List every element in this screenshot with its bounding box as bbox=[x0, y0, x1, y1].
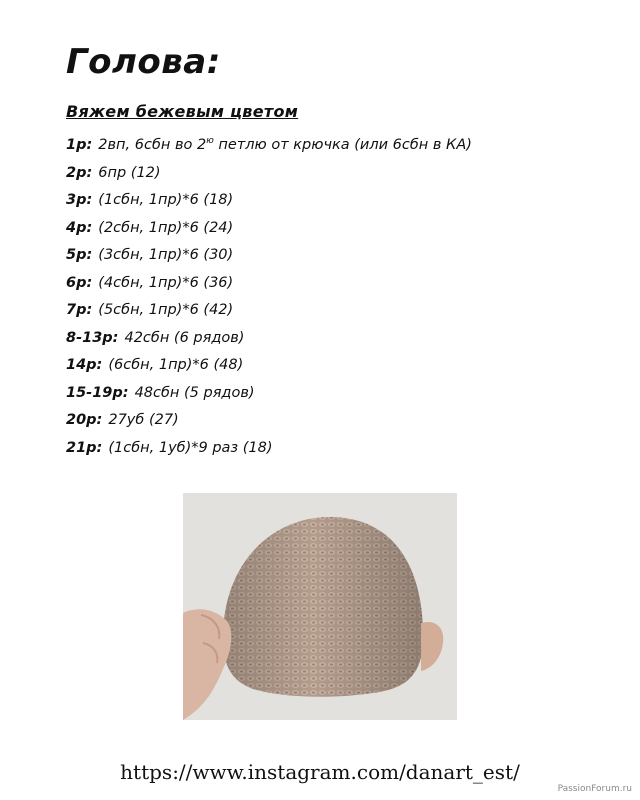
row-text-part: 2вп, 6сбн во 2 bbox=[98, 137, 207, 153]
row-label: 14р: bbox=[66, 357, 103, 373]
row-instruction bbox=[66, 435, 472, 463]
row-instruction bbox=[66, 380, 472, 408]
row-text: (2сбн, 1пр)*6 (24) bbox=[98, 219, 234, 236]
row-text: 48сбн (5 рядов) bbox=[134, 384, 255, 401]
row-text: (4сбн, 1пр)*6 (36) bbox=[98, 274, 234, 291]
row-text: 27уб (27) bbox=[108, 412, 179, 428]
instagram-link[interactable]: https://www.instagram.com/danart_est/ bbox=[120, 760, 520, 784]
color-instruction: Вяжем бежевым цветом bbox=[66, 102, 299, 121]
row-text: (1сбн, 1пр)*6 (18) bbox=[98, 192, 234, 208]
row-instruction bbox=[66, 187, 472, 215]
row-instruction bbox=[66, 215, 472, 243]
page-title: Голова: bbox=[66, 42, 221, 82]
crochet-head-illustration bbox=[183, 493, 457, 720]
superscript: ю bbox=[206, 136, 214, 147]
row-text: 42сбн (6 рядов) bbox=[124, 329, 245, 346]
row-instruction bbox=[66, 325, 472, 353]
row-instruction bbox=[66, 160, 472, 188]
row-instruction bbox=[66, 242, 472, 270]
row-label: 8-13р: bbox=[66, 329, 119, 346]
row-label: 6р: bbox=[66, 274, 93, 291]
row-text: (1сбн, 1уб)*9 раз (18) bbox=[108, 439, 273, 456]
row-label: 2р: bbox=[66, 164, 93, 181]
row-instructions bbox=[66, 132, 472, 462]
row-text: (6сбн, 1пр)*6 (48) bbox=[108, 357, 244, 373]
row-instruction bbox=[66, 297, 472, 325]
row-label: 5р: bbox=[66, 247, 93, 263]
row-label: 20р: bbox=[66, 412, 103, 428]
row-text: 6пр (12) bbox=[98, 164, 161, 181]
row-text: (5сбн, 1пр)*6 (42) bbox=[98, 302, 234, 318]
row-label: 3р: bbox=[66, 192, 93, 208]
row-text bbox=[98, 137, 472, 153]
crochet-head-photo bbox=[183, 493, 457, 720]
row-text: (3сбн, 1пр)*6 (30) bbox=[98, 247, 234, 263]
row-label: 15-19р: bbox=[66, 384, 129, 401]
row-instruction bbox=[66, 132, 472, 160]
site-watermark: PassionForum.ru bbox=[557, 784, 632, 794]
row-label: 1р: bbox=[66, 137, 93, 153]
row-instruction bbox=[66, 352, 472, 380]
row-label: 21р: bbox=[66, 439, 103, 456]
row-text-part: петлю от крючка (или 6сбн в КА) bbox=[213, 137, 472, 153]
row-label: 7р: bbox=[66, 302, 93, 318]
row-instruction bbox=[66, 270, 472, 298]
row-instruction bbox=[66, 407, 472, 435]
row-label: 4р: bbox=[66, 219, 93, 236]
